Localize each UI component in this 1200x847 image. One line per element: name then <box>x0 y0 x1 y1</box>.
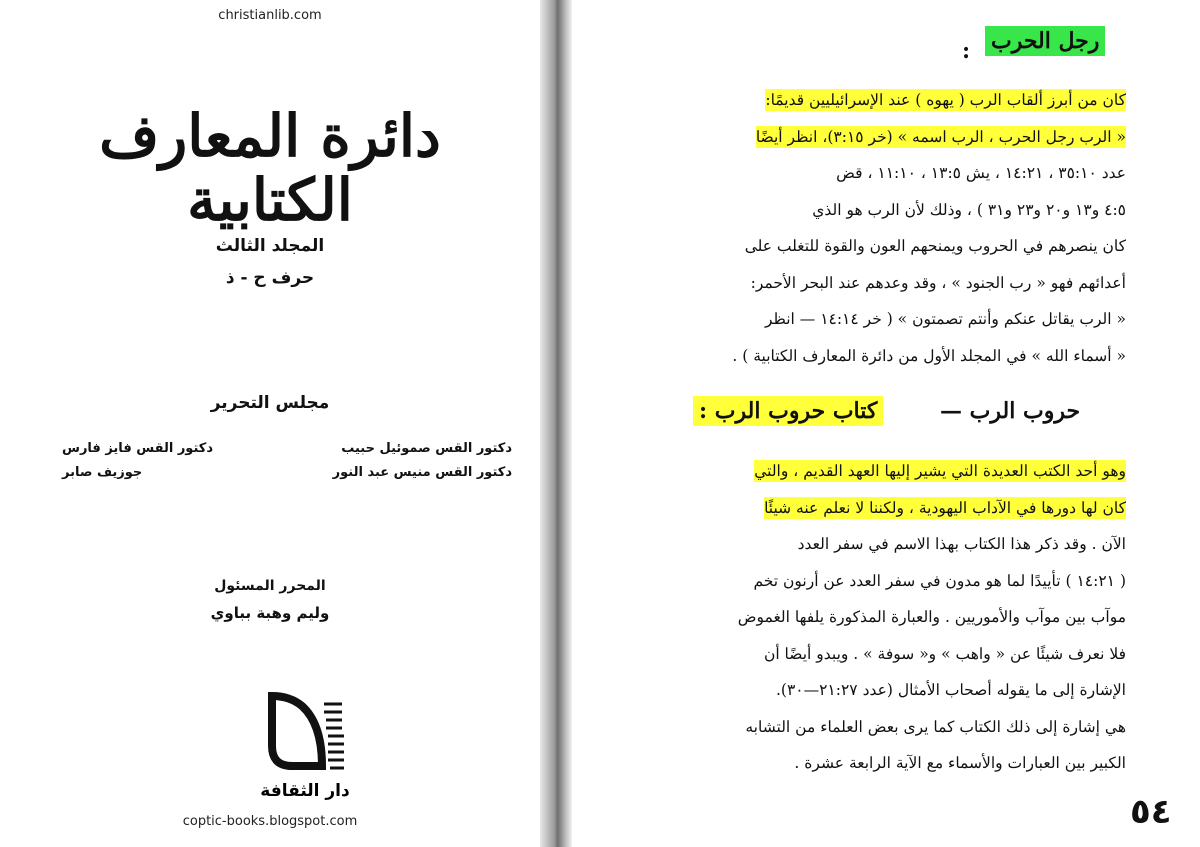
text-line <box>650 490 1126 527</box>
section2-paragraph <box>650 453 1126 782</box>
chief-editor-name: وليم وهبة بباوي <box>210 604 330 622</box>
text-line <box>650 228 1126 265</box>
text-line-content: « الرب يقاتل عنكم وأنتم تصمتون » ( خر ١٤:١٤ — انظر <box>764 310 1126 328</box>
bell-logo-icon <box>250 684 360 804</box>
editor-name: دكتور القس منيس عبد النور <box>332 464 512 480</box>
publisher-logo <box>250 684 360 804</box>
watermark-top: christianlib.com <box>218 8 322 23</box>
text-line-content: الآن . وقد ذكر هذا الكتاب بهذا الاسم في سفر العدد <box>797 535 1126 553</box>
text-line <box>650 526 1126 563</box>
text-line-content: هي إشارة إلى ذلك الكتاب كما يرى بعض العلماء من التشابه <box>745 717 1126 736</box>
editor-name: جوزيف صابر <box>62 464 143 480</box>
heading-wars-prefix: حروب الرب — <box>940 398 1081 424</box>
book-gutter <box>540 0 572 847</box>
text-line <box>650 265 1126 302</box>
heading-book-of-wars <box>693 398 883 424</box>
text-line-content: كان لها دورها في الآداب اليهودية ، ولكننا لا نعلم عنه شيئًا <box>764 498 1126 517</box>
editorial-board-heading: مجلس التحرير <box>210 393 330 413</box>
text-line-content: الإشارة إلى ما يقوله أصحاب الأمثال (عدد ٢١:٢٧—٣٠). <box>775 681 1126 699</box>
text-line <box>650 672 1126 709</box>
text-line <box>650 745 1126 782</box>
text-line-content: أعدائهم فهو « رب الجنود » ، وقد وعدهم عند البحر الأحمر: <box>750 273 1126 292</box>
text-line-content: كان من أبرز ألقاب الرب ( يهوه ) عند الإسرائيليين قديمًا: <box>765 91 1126 109</box>
volume-label: المجلد الثالث <box>215 236 325 256</box>
text-line-content: ٤:٥ و١٣ و٢٠ و٢٣ و٣١ ) ، وذلك لأن الرب هو الذي <box>812 200 1126 219</box>
text-line <box>650 709 1126 746</box>
text-line-content: الكبير بين العبارات والأسماء مع الآية الرابعة عشرة . <box>794 754 1126 772</box>
text-line-content: كان ينصرهم في الحروب ويمنحهم العون والقوة للتغلب على <box>744 237 1126 255</box>
heading-colon: : <box>962 38 971 64</box>
heading-man-of-war <box>985 28 1105 54</box>
text-line-content: « أسماء الله » في المجلد الأول من دائرة المعارف الكتابية ) . <box>732 346 1126 365</box>
text-line-content: وهو أحد الكتب العديدة التي يشير إليها العهد القديم ، والتي <box>754 462 1126 480</box>
text-line <box>650 82 1126 119</box>
book-title: دائرة المعارف الكتابية <box>99 102 441 234</box>
text-line-content: « الرب رجل الحرب ، الرب اسمه » (خر ٣:١٥)، انظر أيضًا <box>755 127 1126 146</box>
cover-page <box>0 0 540 847</box>
chief-editor-label: المحرر المسئول <box>214 578 326 594</box>
text-line <box>650 192 1126 229</box>
text-line <box>650 599 1126 636</box>
text-line <box>650 301 1126 338</box>
text-line-content: فلا نعرف شيئًا عن « واهب » و« سوفة » . ويبدو أيضًا أن <box>763 644 1126 663</box>
heading-highlight: كتاب حروب الرب : <box>693 396 883 426</box>
text-line-content: موآب بين موآب والأموريين . والعبارة المذكورة يلفها الغموض <box>737 608 1126 626</box>
editors-row <box>62 460 512 484</box>
watermark-bottom: coptic-books.blogspot.com <box>182 814 358 829</box>
text-line <box>650 338 1126 375</box>
editor-name: دكتور القس فايز فارس <box>62 440 213 456</box>
text-line-content: عدد ٣٥:١٠ ، ١٤:٢١ ، يش ١٣:٥ ، ١١:١٠ ، قض <box>836 164 1126 182</box>
editor-name: دكتور القس صموئيل حبيب <box>341 440 512 456</box>
text-line <box>650 563 1126 600</box>
section1-paragraph <box>650 82 1126 374</box>
text-line-content: ( ١٤:٢١ ) تأييدًا لما هو مدون في سفر العدد عن أرنون تخم <box>753 571 1126 590</box>
text-line <box>650 636 1126 673</box>
text-line <box>650 453 1126 490</box>
text-line <box>650 155 1126 192</box>
publisher-name: دار الثقافة <box>260 781 350 801</box>
heading-highlight: رجل الحرب <box>985 26 1105 56</box>
editors-row <box>62 436 512 460</box>
editors-list <box>62 436 512 484</box>
letters-range: حرف ح - ذ <box>225 268 315 288</box>
page-number: ٥٤ <box>1130 792 1172 832</box>
text-line <box>650 119 1126 156</box>
